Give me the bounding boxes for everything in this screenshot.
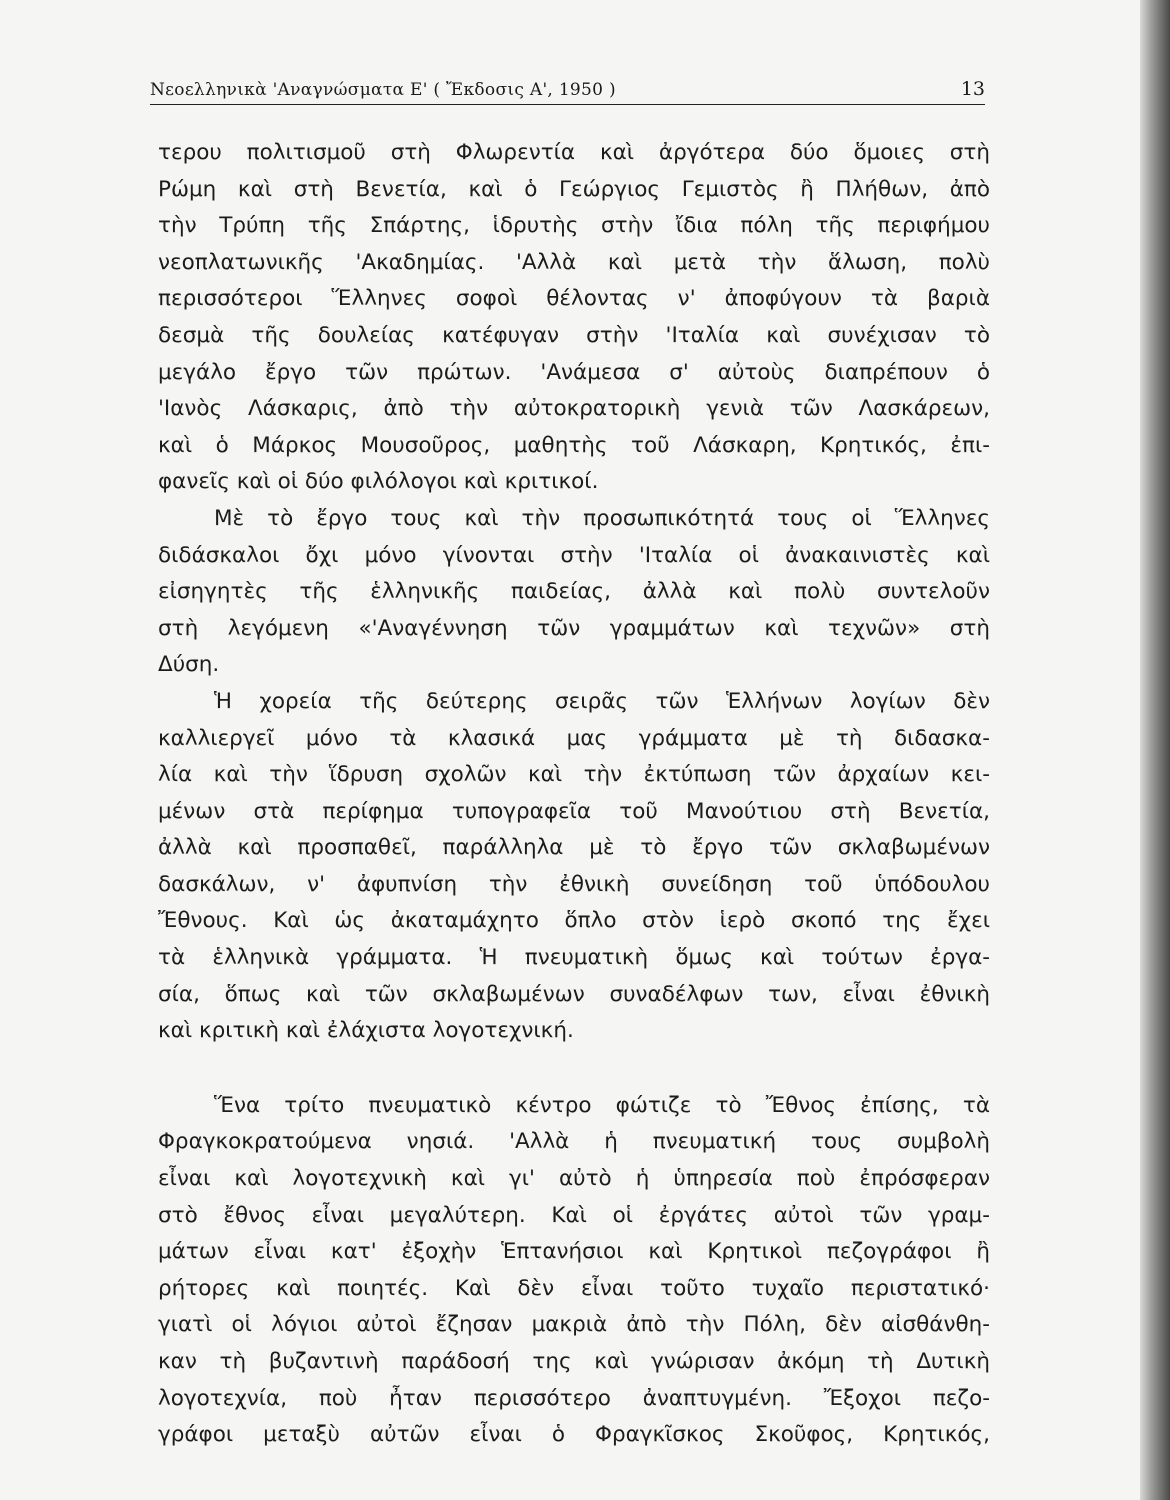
text-line: μάτων εἶναι κατ' ἐξοχὴν Ἑπτανήσιοι καὶ Κρητικοὶ πεζογράφοι ἢ: [158, 1239, 990, 1265]
text-line: ἀλλὰ καὶ προσπαθεῖ, παράλληλα μὲ τὸ ἔργο τῶν σκλαβωμένων: [158, 835, 990, 861]
text-line: γράφοι μεταξὺ αὐτῶν εἶναι ὁ Φραγκῖσκος Σκοῦφος, Κρητικός,: [158, 1422, 990, 1448]
section-gap: [158, 1050, 990, 1088]
text-line: καν τὴ βυζαντινὴ παράδοσή της καὶ γνώρισαν ἀκόμη τὴ Δυτικὴ: [158, 1349, 990, 1374]
text-line: Φραγκοκρατούμενα νησιά. 'Αλλὰ ἡ πνευματική τους συμβολὴ: [158, 1129, 990, 1155]
text-line: καὶ ὁ Μάρκος Μουσοῦρος, μαθητὴς τοῦ Λάσκαρη, Κρητικός, ἐπι-: [158, 432, 990, 458]
running-head: Νεοελληνικὰ 'Αναγνώσματα Ε' ( Ἔκδοσις Α', 1950 ): [150, 80, 616, 100]
text-line: καλλιεργεῖ μόνο τὰ κλασικά μας γράμματα μὲ τὴ διδασκα-: [158, 725, 990, 751]
text-line: στὴ λεγόμενη «'Αναγέννηση τῶν γραμμάτων καὶ τεχνῶν» στὴ: [158, 615, 990, 641]
text-line: τὰ ἑλληνικὰ γράμματα. Ἡ πνευματικὴ ὅμως καὶ τούτων ἐργα-: [158, 945, 990, 971]
text-line: δεσμὰ τῆς δουλείας κατέφυγαν στὴν 'Ιταλία καὶ συνέχισαν τὸ: [158, 322, 990, 348]
text-line: τὴν Τρύπη τῆς Σπάρτης, ἱδρυτὴς στὴν ἴδια πόλη τῆς περιφήμου: [158, 213, 990, 239]
text-line: νεοπλατωνικῆς 'Ακαδημίας. 'Αλλὰ καὶ μετὰ τὴν ἅλωση, πολὺ: [158, 249, 990, 275]
paragraph-4: [158, 1088, 990, 1454]
text-line: γιατὶ οἱ λόγιοι αὐτοὶ ἔζησαν μακριὰ ἀπὸ τὴν Πόλη, δὲν αἰσθάνθη-: [158, 1312, 990, 1338]
text-line: δασκάλων, ν' ἀφυπνίση τὴν ἐθνικὴ συνείδηση τοῦ ὑπόδουλου: [158, 871, 990, 897]
text-line: μένων στὰ περίφημα τυπογραφεῖα τοῦ Μανούτιου στὴ Βενετία,: [158, 798, 990, 824]
page-number: 13: [960, 78, 985, 100]
paragraph-2: [158, 501, 990, 684]
book-spine-edge: [1140, 0, 1170, 1500]
paragraph-1: [158, 135, 990, 501]
text-line: διδάσκαλοι ὄχι μόνο γίνονται στὴν 'Ιταλία οἱ ἀνακαινιστὲς καὶ: [158, 542, 990, 568]
text-line: Ἕνα τρίτο πνευματικὸ κέντρο φώτιζε τὸ Ἔθνος ἐπίσης, τὰ: [214, 1092, 990, 1118]
text-line: Μὲ τὸ ἔργο τους καὶ τὴν προσωπικότητά τους οἱ Ἕλληνες: [214, 505, 990, 531]
text-line: καὶ κριτικὴ καὶ ἐλάχιστα λογοτεχνική.: [158, 1018, 574, 1044]
page-header: [150, 70, 985, 105]
text-line: Δύση.: [158, 652, 220, 678]
paragraph-3: [158, 684, 990, 1050]
text-line: μεγάλο ἔργο τῶν πρώτων. 'Ανάμεσα σ' αὐτοὺς διαπρέπουν ὁ: [158, 359, 990, 385]
text-line: Ἡ χορεία τῆς δεύτερης σειρᾶς τῶν Ἑλλήνων λογίων δὲν: [214, 688, 990, 714]
text-line: λογοτεχνία, ποὺ ἦταν περισσότερο ἀναπτυγμένη. Ἔξοχοι πεζο-: [158, 1385, 990, 1411]
text-line: ρήτορες καὶ ποιητές. Καὶ δὲν εἶναι τοῦτο τυχαῖο περιστατικό·: [158, 1275, 990, 1301]
text-line: εἰσηγητὲς τῆς ἑλληνικῆς παιδείας, ἀλλὰ καὶ πολὺ συντελοῦν: [158, 579, 990, 605]
text-line: λία καὶ τὴν ἵδρυση σχολῶν καὶ τὴν ἐκτύπωση τῶν ἀρχαίων κει-: [158, 762, 990, 788]
text-line: 'Ιανὸς Λάσκαρις, ἀπὸ τὴν αὐτοκρατορικὴ γενιὰ τῶν Λασκάρεων,: [158, 396, 990, 422]
text-line: Ρώμη καὶ στὴ Βενετία, καὶ ὁ Γεώργιος Γεμιστὸς ἢ Πλήθων, ἀπὸ: [158, 176, 990, 202]
text-line: φανεῖς καὶ οἱ δύο φιλόλογοι καὶ κριτικοί.: [158, 469, 599, 495]
text-line: τερου πολιτισμοῦ στὴ Φλωρεντία καὶ ἀργότερα δύο ὅμοιες στὴ: [158, 140, 990, 165]
text-line: περισσότεροι Ἕλληνες σοφοὶ θέλοντας ν' ἀποφύγουν τὰ βαριὰ: [158, 286, 990, 312]
text-line: σία, ὅπως καὶ τῶν σκλαβωμένων συναδέλφων των, εἶναι ἐθνικὴ: [158, 981, 990, 1007]
text-line: εἶναι καὶ λογοτεχνικὴ καὶ γι' αὐτὸ ἡ ὑπηρεσία ποὺ ἐπρόσφεραν: [158, 1166, 990, 1192]
body-text: [158, 135, 990, 1454]
text-line: Ἔθνους. Καὶ ὡς ἀκαταμάχητο ὅπλο στὸν ἱερὸ σκοπό της ἔχει: [158, 908, 990, 934]
text-line: στὸ ἔθνος εἶναι μεγαλύτερη. Καὶ οἱ ἐργάτες αὐτοὶ τῶν γραμ-: [158, 1202, 990, 1228]
